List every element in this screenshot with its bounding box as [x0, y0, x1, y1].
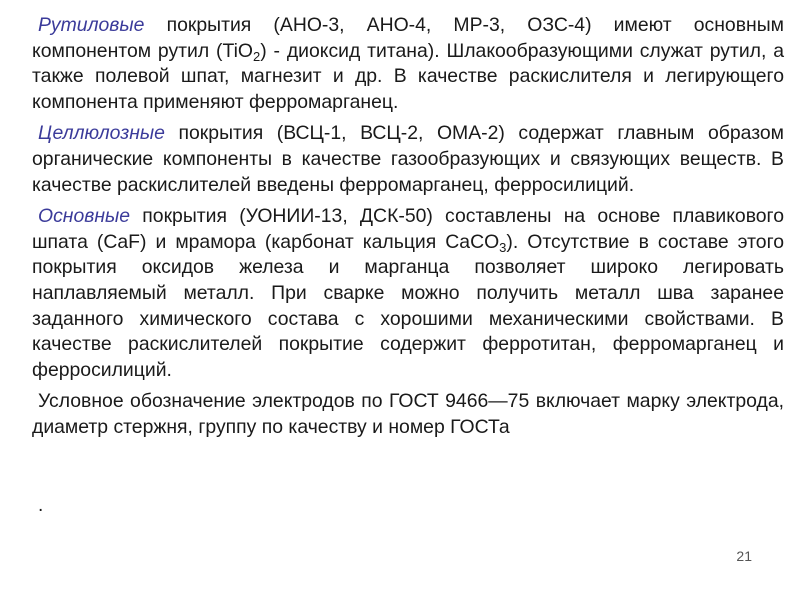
- paragraph-rutile: [32, 13, 784, 115]
- paragraph-cellulose: [32, 121, 784, 198]
- paragraph-rutile-text-1: покрытия (АНО-3, АНО-4, МР-3, ОЗС-4) имеют основным компонентом рутил (TiO: [32, 14, 784, 62]
- subscript-tio2: 2: [253, 48, 261, 64]
- paragraph-basic-text-2: ). Отсутствие в составе этого покрытия оксидов железа и марганца позволяет широко легировать наплавляемый металл. При сварке можно получить металл шва заранее заданного химического состава с хорошими механическими свойствами. В качестве раскислителей покрытие содержит ферротитан, ферромарганец и ферросилиций.: [32, 230, 784, 381]
- slide-body: [32, 13, 784, 447]
- paragraph-basic: [32, 204, 784, 383]
- term-basic: Основные: [38, 205, 131, 228]
- paragraph-cellulose-text: покрытия (ВСЦ-1, ВСЦ-2, ОМА-2) содержат главным образом органические компоненты в качестве газообразующих и связующих веществ. В качестве раскислителей введены ферромарганец, ферросилиций.: [32, 122, 784, 196]
- subscript-caco3: 3: [499, 239, 507, 255]
- paragraph-designation: [32, 389, 784, 440]
- paragraph-rutile-text-2: ) - диоксид титана). Шлакообразующими служат рутил, а также полевой шпат, магнезит и др. В качестве раскислителя и легирующего компонента применяют ферромарганец.: [32, 39, 784, 113]
- term-cellulose: Целлюлозные: [38, 122, 165, 145]
- trailing-mark: .: [38, 495, 44, 516]
- paragraph-basic-text-1: покрытия (УОНИИ-13, ДСК-50) составлены на основе плавикового шпата (CaF) и мрамора (карбонат кальция CaCO: [32, 205, 784, 253]
- paragraph-designation-text: Условное обозначение электродов по ГОСТ 9466—75 включает марку электрода, диаметр стержня, группу по качеству и номер ГОСТа: [32, 390, 784, 438]
- page-number: 21: [736, 548, 752, 564]
- term-rutile: Рутиловые: [38, 14, 145, 36]
